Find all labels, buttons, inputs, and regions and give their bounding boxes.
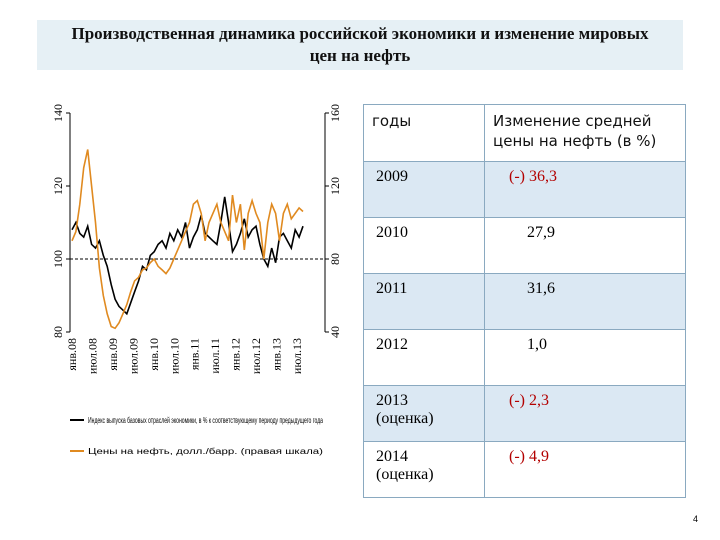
title-banner (37, 20, 683, 70)
x-tick-label: янв.11 (187, 338, 202, 371)
page-number: 4 (692, 514, 698, 524)
year-text: 2013 (оценка) (376, 392, 434, 427)
table-header-row (364, 105, 686, 162)
value-cell (485, 386, 686, 442)
page-title: Производственная динамика российской экономики и изменение мировых цен на нефть (71, 24, 649, 65)
x-tick-label: янв.10 (146, 338, 161, 371)
value-cell (485, 218, 686, 274)
x-tick-label: июл.13 (290, 338, 304, 375)
value-cell (485, 442, 686, 498)
price-change-value: (-) 2,3 (509, 392, 549, 409)
x-tick-label: янв.13 (269, 338, 284, 371)
oil-price-table (363, 104, 686, 498)
value-cell (485, 162, 686, 218)
value-cell (485, 274, 686, 330)
year-cell (364, 330, 485, 386)
y-left-tick-label: 100 (51, 250, 65, 268)
year-text: 2010 (376, 224, 408, 241)
year-cell (364, 162, 485, 218)
year-cell (364, 386, 485, 442)
price-change-value: 1,0 (527, 336, 547, 353)
year-cell (364, 442, 485, 498)
x-tick-label: июл.08 (85, 338, 100, 375)
y-right-tick-label: 40 (328, 326, 342, 338)
y-left-tick-label: 80 (51, 326, 65, 338)
price-change-value: (-) 36,3 (509, 168, 557, 185)
price-change-value: 31,6 (527, 280, 555, 297)
year-cell (364, 274, 485, 330)
price-change-value: (-) 4,9 (509, 448, 549, 465)
y-left-tick-label: 140 (51, 104, 65, 122)
table-row (364, 274, 686, 330)
value-cell (485, 330, 686, 386)
header-years: годы (364, 105, 485, 162)
x-tick-label: янв.08 (65, 338, 79, 371)
table-row (364, 162, 686, 218)
x-tick-label: июл.10 (167, 338, 182, 375)
year-text: 2011 (376, 280, 408, 297)
year-text: 2009 (376, 168, 408, 185)
y-right-tick-label: 80 (328, 253, 342, 265)
price-change-value: 27,9 (527, 224, 555, 241)
series-production-index (72, 197, 303, 314)
x-tick-label: июл.12 (249, 338, 264, 375)
x-tick-label: июл.09 (126, 338, 141, 375)
table-row (364, 442, 686, 498)
table-row (364, 386, 686, 442)
y-right-tick-label: 160 (328, 104, 342, 122)
table-row (364, 218, 686, 274)
x-tick-label: янв.12 (228, 338, 243, 371)
year-text: 2012 (376, 336, 408, 353)
legend-label: Индекс выпуска базовых отраслей экономики, в % к соответствующему периоду предыдущего года (88, 416, 324, 425)
x-tick-label: янв.09 (105, 338, 120, 371)
y-left-tick-label: 120 (51, 177, 65, 195)
x-tick-label: июл.11 (208, 338, 223, 374)
table-row (364, 330, 686, 386)
header-price-change: Изменение средней цены на нефть (в %) (485, 105, 686, 162)
year-text: 2014 (оценка) (376, 448, 434, 483)
legend-label: Цены на нефть, долл./барр. (правая шкала) (88, 447, 324, 456)
line-chart (30, 95, 350, 475)
y-right-tick-label: 120 (328, 177, 342, 195)
year-cell (364, 218, 485, 274)
